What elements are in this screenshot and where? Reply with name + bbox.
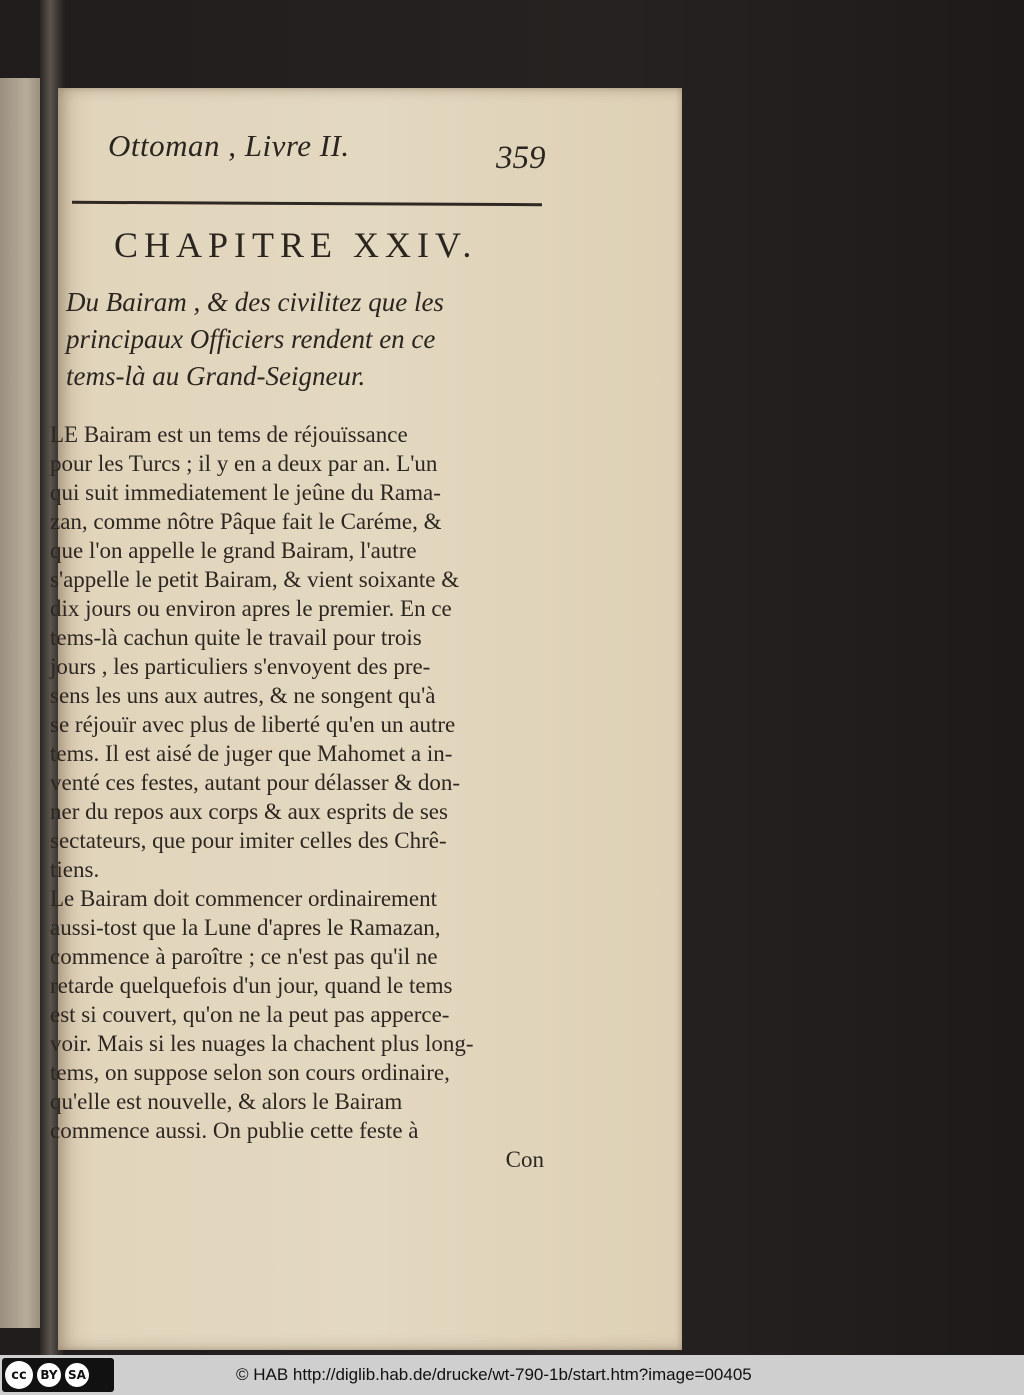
body-line: que l'on appelle le grand Bairam, l'autre [50, 538, 417, 563]
body-line: tems. Il est aisé de juger que Mahomet a in- [50, 741, 453, 766]
subtitle-line: principaux Officiers rendent en ce [66, 324, 436, 354]
body-line: sens les uns aux autres, & ne songent qu'à [50, 683, 436, 708]
by-icon: BY [37, 1363, 61, 1387]
body-line: venté ces festes, autant pour délasser & don- [50, 770, 461, 795]
page-number: 359 [496, 140, 546, 176]
body-line: s'appelle le petit Bairam, & vient soixante & [50, 567, 460, 592]
body-line: LE Bairam est un tems de réjouïssance [50, 422, 408, 447]
credit-text: © HAB http://diglib.hab.de/drucke/wt-790-1b/start.htm?image=00405 [236, 1365, 752, 1384]
body-line: voir. Mais si les nuages la chachent plus long- [50, 1031, 474, 1056]
chapter-subtitle [66, 284, 552, 395]
body-line: Le Bairam doit commencer ordinairement [50, 886, 438, 911]
catchword: Con [505, 1147, 544, 1172]
body-line: retarde quelquefois d'un jour, quand le tems [50, 973, 453, 998]
subtitle-line: Du Bairam , & des civilitez que les [66, 287, 444, 317]
running-head: Ottoman , Livre II. [108, 128, 350, 163]
body-line: commence aussi. On publie cette feste à [50, 1118, 419, 1143]
body-line: aussi-tost que la Lune d'apres le Ramazan, [50, 915, 441, 940]
body-line: ner du repos aux corps & aux esprits de ses [50, 799, 448, 824]
body-line: tems-là cachun quite le travail pour trois [50, 625, 422, 650]
body-line: tems, on suppose selon son cours ordinaire, [50, 1060, 450, 1085]
body-line: se réjouïr avec plus de liberté qu'en un autre [50, 712, 456, 737]
subtitle-line: tems-là au Grand-Seigneur. [66, 361, 366, 391]
cc-license-badge[interactable] [2, 1358, 114, 1392]
body-line: pour les Turcs ; il y en a deux par an. L'un [50, 451, 438, 476]
body-line: zan, comme nôtre Pâque fait le Caréme, & [50, 509, 442, 534]
body-line: sectateurs, que pour imiter celles des Chrê- [50, 828, 447, 853]
chapter-title: CHAPITRE XXIV. [114, 225, 478, 265]
cc-icon: cc [5, 1361, 33, 1389]
body-line: commence à paroître ; ce n'est pas qu'il ne [50, 944, 438, 969]
body-line: dix jours ou environ apres le premier. En ce [50, 596, 452, 621]
body-line: qui suit immediatement le jeûne du Rama- [50, 480, 441, 505]
body-line: est si couvert, qu'on ne la peut pas apperce- [50, 1002, 450, 1027]
body-text [50, 420, 550, 1174]
body-line: tiens. [50, 857, 100, 882]
body-line: jours , les particuliers s'envoyent des pre- [50, 654, 431, 679]
sa-icon: SA [65, 1363, 89, 1387]
body-line: qu'elle est nouvelle, & alors le Bairam [50, 1089, 403, 1114]
